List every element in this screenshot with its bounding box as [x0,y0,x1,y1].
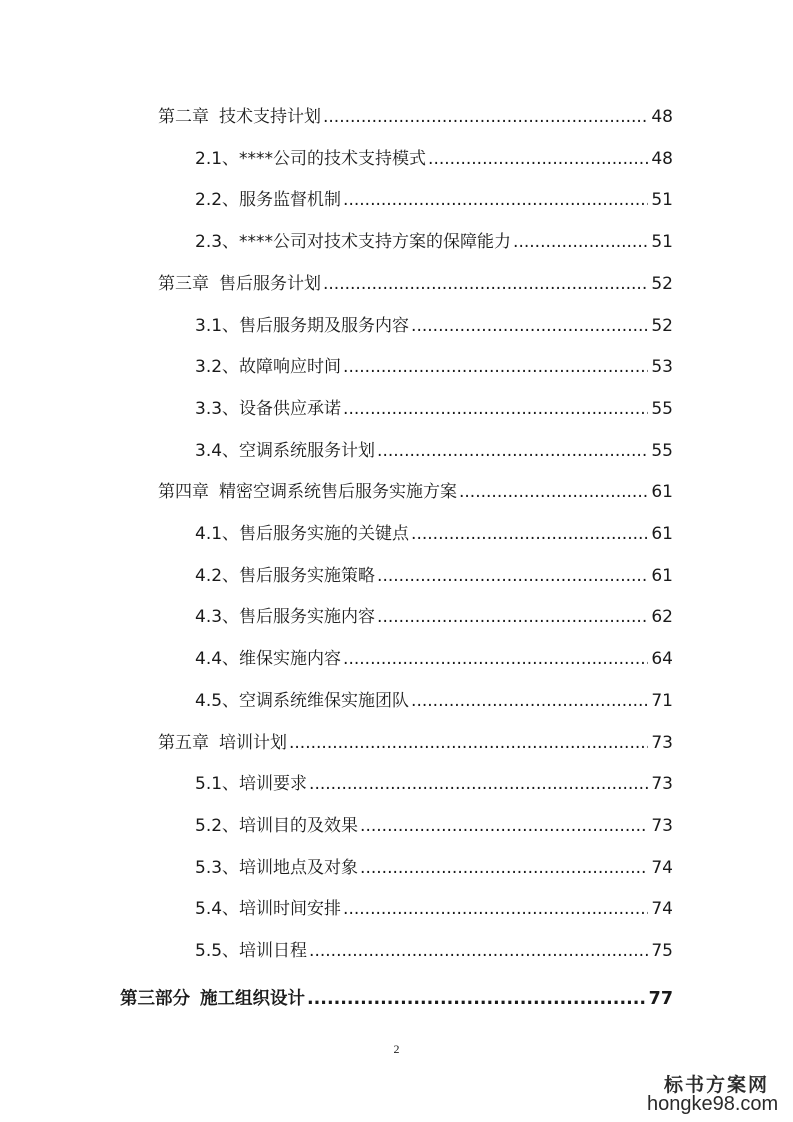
toc-section-entry[interactable] [195,315,673,337]
toc-entry-page: 73 [651,733,673,753]
toc-section-entry[interactable] [195,815,673,837]
toc-dot-leader [323,106,648,128]
toc-entry-page: 74 [651,899,673,919]
toc-entry-number: 4.1、 [195,524,240,544]
toc-chapter-entry[interactable] [158,732,673,754]
toc-entry-number: 5.2、 [195,816,240,836]
toc-section-entry[interactable] [195,398,673,420]
toc-entry-page: 64 [651,649,673,669]
toc-entry-title: 维保实施内容 [239,649,342,669]
toc-entry-number: 5.4、 [195,899,240,919]
toc-dot-leader [513,231,648,253]
toc-dot-leader [428,148,648,170]
toc-dot-leader [309,940,648,962]
toc-entry-number: 4.3、 [195,607,240,627]
toc-section-entry[interactable] [195,690,673,712]
toc-entry-page: 77 [648,989,673,1009]
toc-dot-leader [360,815,648,837]
toc-entry-title: 空调系统服务计划 [239,441,376,461]
toc-entry-label [195,898,341,920]
page-number: 2 [393,1042,400,1056]
toc-section-entry[interactable] [195,857,673,879]
toc-entry-title: 培训地点及对象 [239,858,359,878]
toc-entry-number: 2.3、 [195,232,240,252]
toc-entry-label [158,273,321,295]
toc-dot-leader [343,898,648,920]
toc-entry-label [158,732,287,754]
toc-entry-page: 55 [651,399,673,419]
toc-entry-page: 53 [651,357,673,377]
toc-entry-label [195,231,511,253]
toc-dot-leader [459,481,648,503]
toc-entry-number: 第五章 [158,733,209,753]
toc-section-entry[interactable] [195,648,673,670]
toc-entry-number: 3.3、 [195,399,240,419]
toc-dot-leader [343,648,648,670]
toc-section-entry[interactable] [195,356,673,378]
toc-entry-number: 3.4、 [195,441,240,461]
toc-dot-leader [323,273,648,295]
toc-chapter-entry[interactable] [158,481,673,503]
toc-entry-number: 4.4、 [195,649,240,669]
toc-entry-title: 售后服务实施的关键点 [239,524,410,544]
toc-entry-label [195,690,409,712]
toc-section-entry[interactable] [195,898,673,920]
toc-entry-page: 51 [651,232,673,252]
toc-entry-page: 61 [651,482,673,502]
watermark-site-name: 标书方案网 [664,1074,770,1096]
toc-entry-label [195,523,409,545]
toc-entry-number: 5.3、 [195,858,240,878]
toc-entry-title: 培训要求 [239,774,308,794]
toc-section-entry[interactable] [195,773,673,795]
toc-entry-title: 培训日程 [239,941,308,961]
toc-entry-label [195,940,307,962]
toc-entry-title: ****公司对技术支持方案的保障能力 [239,232,512,252]
toc-entry-title: 培训目的及效果 [239,816,359,836]
toc-entry-title: 空调系统维保实施团队 [239,691,410,711]
toc-entry-label [195,565,375,587]
toc-entry-number: 4.5、 [195,691,240,711]
toc-entry-title: 服务监督机制 [239,190,342,210]
toc-entry-page: 52 [651,274,673,294]
toc-entry-page: 51 [651,190,673,210]
toc-dot-leader [289,732,648,754]
toc-entry-page: 74 [651,858,673,878]
toc-entry-label [195,440,375,462]
toc-dot-leader [411,315,648,337]
toc-section-entry[interactable] [195,440,673,462]
toc-entry-label [158,481,457,503]
toc-entry-page: 48 [651,149,673,169]
toc-entry-page: 75 [651,941,673,961]
toc-entry-page: 62 [651,607,673,627]
toc-dot-leader [377,606,648,628]
toc-dot-leader [343,189,648,211]
toc-entry-label [195,398,341,420]
toc-dot-leader [343,356,648,378]
toc-entry-title: 售后服务实施内容 [239,607,376,627]
toc-entry-number: 2.1、 [195,149,240,169]
toc-section-entry[interactable] [195,148,673,170]
toc-part-entry[interactable] [120,988,673,1010]
toc-entry-label [195,648,341,670]
toc-entry-number: 第四章 [158,482,209,502]
toc-dot-leader [377,440,648,462]
toc-entry-title: 精密空调系统售后服务实施方案 [219,482,457,502]
toc-entry-page: 52 [651,316,673,336]
toc-dot-leader [377,565,648,587]
toc-entry-title: 售后服务期及服务内容 [239,316,410,336]
toc-entry-number: 2.2、 [195,190,240,210]
toc-dot-leader [309,773,648,795]
toc-entry-title: 售后服务计划 [219,274,321,294]
toc-entry-page: 61 [651,524,673,544]
toc-entry-label [195,189,341,211]
toc-section-entry[interactable] [195,606,673,628]
toc-section-entry[interactable] [195,565,673,587]
toc-entry-page: 48 [651,107,673,127]
watermark-url: hongke98.com [647,1093,779,1115]
toc-dot-leader [343,398,648,420]
toc-entry-number: 第二章 [158,107,209,127]
toc-entry-title: 故障响应时间 [239,357,342,377]
toc-section-entry[interactable] [195,940,673,962]
toc-entry-label [195,315,409,337]
toc-entry-label [195,773,307,795]
toc-entry-title: 售后服务实施策略 [239,566,376,586]
toc-entry-label [195,857,358,879]
toc-entry-label [195,606,375,628]
toc-chapter-entry[interactable] [158,273,673,295]
toc-entry-title: 技术支持计划 [219,107,321,127]
toc-entry-page: 73 [651,816,673,836]
toc-dot-leader [307,988,646,1010]
toc-entry-number: 3.1、 [195,316,240,336]
toc-dot-leader [360,857,648,879]
toc-entry-number: 4.2、 [195,566,240,586]
toc-entry-page: 55 [651,441,673,461]
toc-entry-number: 第三部分 [120,989,190,1009]
toc-entry-title: 培训计划 [219,733,287,753]
toc-dot-leader [411,523,648,545]
toc-entry-label [120,988,305,1010]
toc-entry-label [158,106,321,128]
toc-entry-label [195,148,426,170]
toc-entry-title: 培训时间安排 [239,899,342,919]
toc-entry-number: 3.2、 [195,357,240,377]
toc-entry-number: 5.1、 [195,774,240,794]
toc-entry-number: 5.5、 [195,941,240,961]
toc-entry-label [195,356,341,378]
toc-entry-title: 施工组织设计 [200,989,305,1009]
toc-entry-number: 第三章 [158,274,209,294]
toc-entry-page: 73 [651,774,673,794]
toc-section-entry[interactable] [195,523,673,545]
toc-chapter-entry[interactable] [158,106,673,128]
toc-entry-label [195,815,358,837]
toc-section-entry[interactable] [195,189,673,211]
toc-dot-leader [411,690,648,712]
toc-entry-title: ****公司的技术支持模式 [239,149,427,169]
toc-entry-title: 设备供应承诺 [239,399,342,419]
toc-entry-page: 61 [651,566,673,586]
toc-entry-page: 71 [651,691,673,711]
toc-section-entry[interactable] [195,231,673,253]
